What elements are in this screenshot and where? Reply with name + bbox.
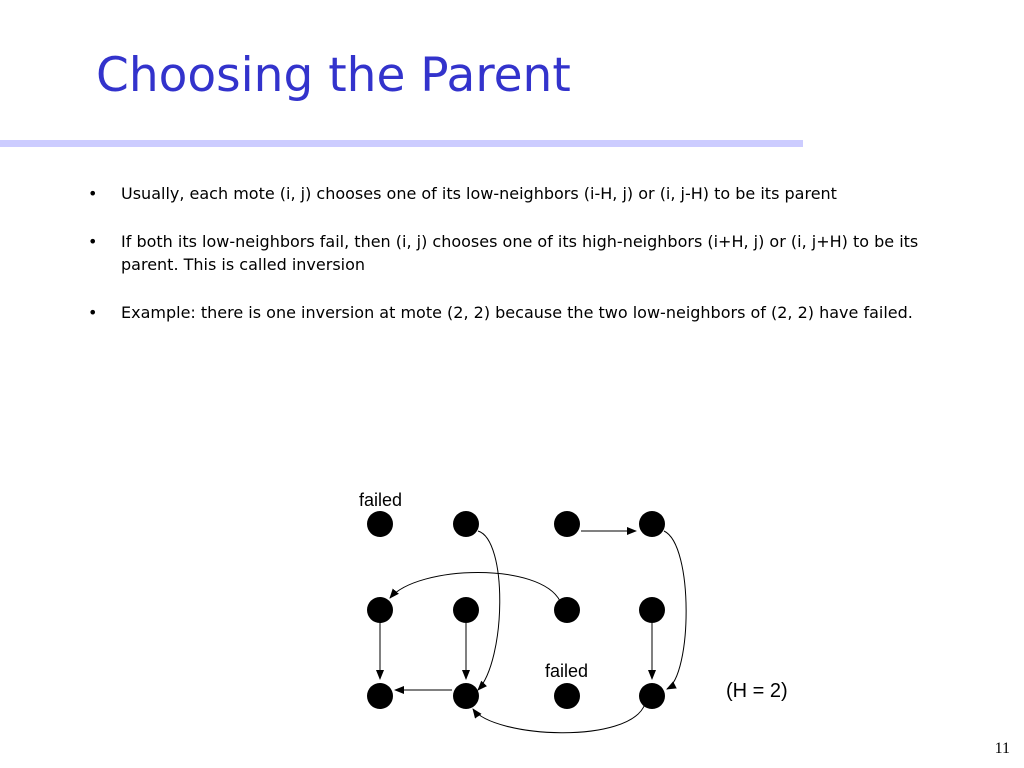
mote-node (639, 511, 665, 537)
failed-label-bottom: failed (545, 661, 589, 681)
edge-arrow (664, 531, 686, 689)
mote-node (554, 511, 580, 537)
edge-arrow (478, 531, 500, 690)
edge-arrow (473, 704, 645, 733)
mote-node (554, 683, 580, 709)
mote-node (639, 597, 665, 623)
node-group (367, 511, 665, 709)
mote-node (453, 597, 479, 623)
mote-node (639, 683, 665, 709)
mote-node (367, 597, 393, 623)
bullet-text: Usually, each mote (i, j) chooses one of its low-neighbors (i-H, j) or (i, j-H) to be its parent (121, 184, 837, 203)
slide-title: Choosing the Parent (96, 48, 571, 103)
bullet-marker: • (88, 184, 98, 203)
bullet-text: Example: there is one inversion at mote (2, 2) because the two low-neighbors of (2, 2) have failed. (121, 303, 913, 322)
edge-arrow (390, 573, 560, 602)
mote-node (453, 683, 479, 709)
page-number: 11 (994, 740, 1010, 757)
edge-group (380, 531, 686, 733)
bullet-marker: • (88, 232, 98, 251)
mote-node (367, 511, 393, 537)
failed-label-top: failed (359, 490, 403, 510)
mote-node (453, 511, 479, 537)
mote-node (367, 683, 393, 709)
bullet-text: If both its low-neighbors fail, then (i, j) chooses one of its high-neighbors (i+H, j) or (i, j+H) to be its parent. This is called inversion (121, 232, 919, 274)
bullet-marker: • (88, 303, 98, 322)
mote-node (554, 597, 580, 623)
h-value-label: (H = 2) (726, 680, 788, 702)
